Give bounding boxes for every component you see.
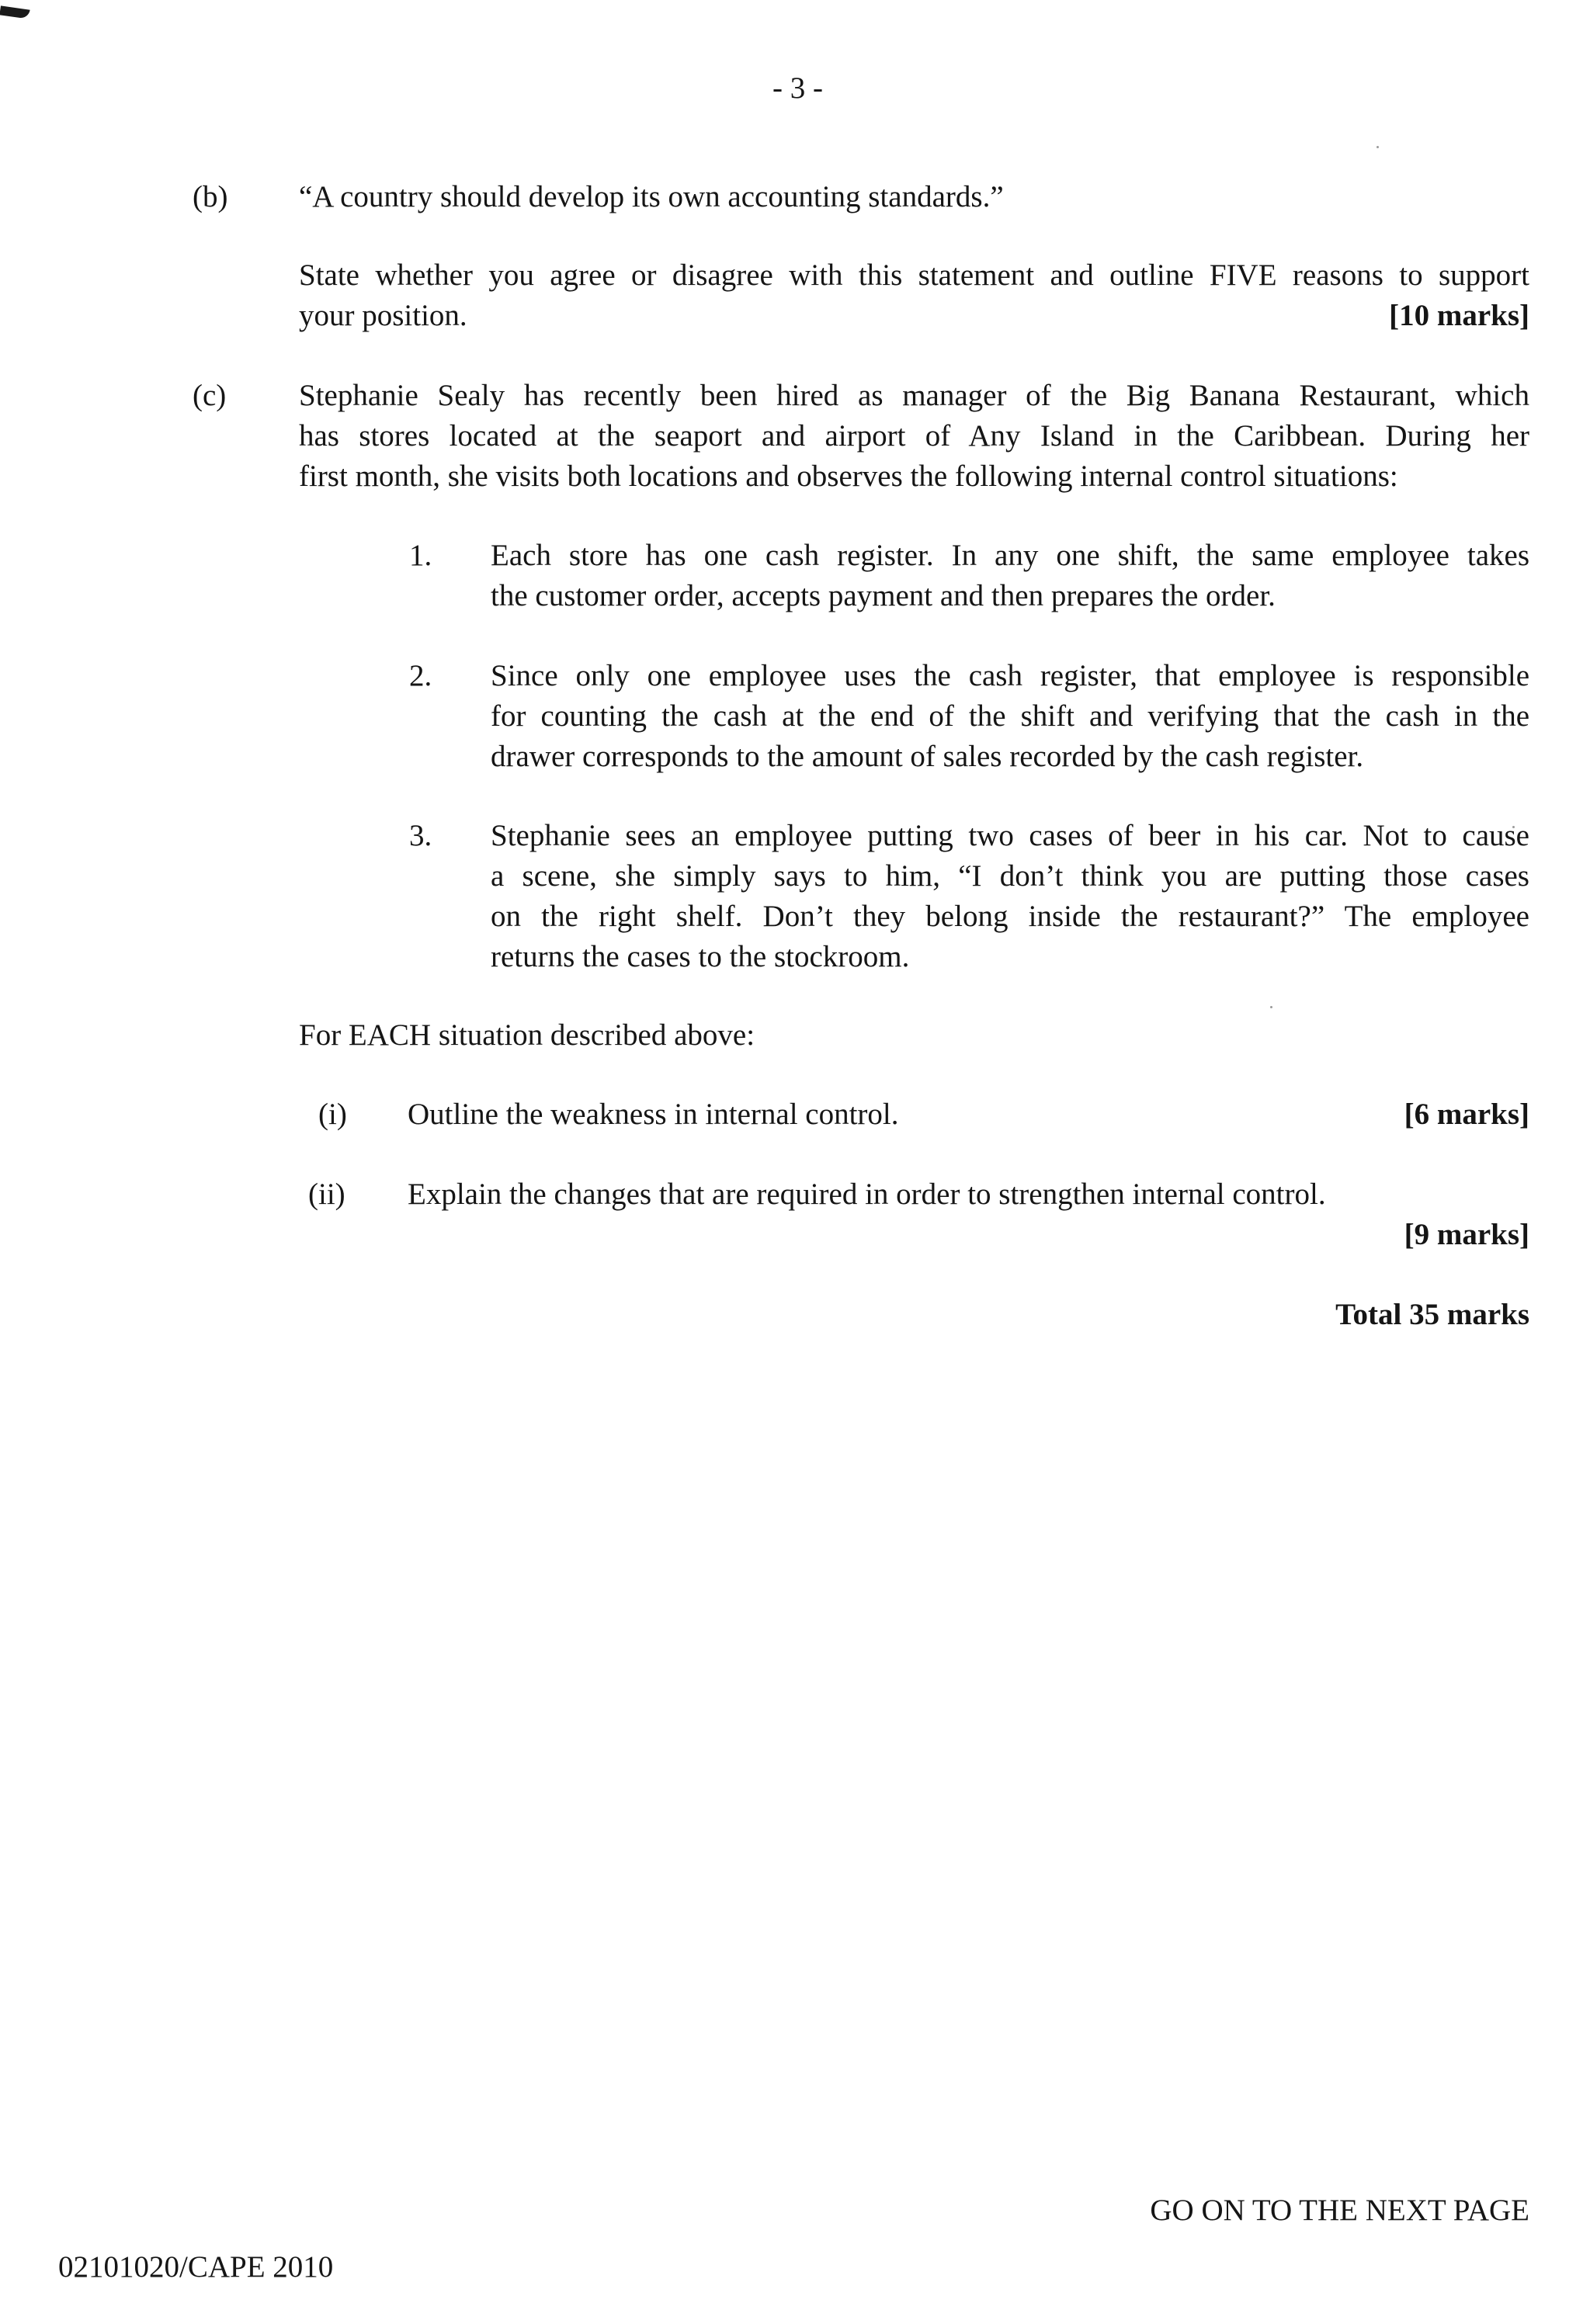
situation-line: a scene, she simply says to him, “I don’t think you are putting those cases [491,859,1529,893]
part-c-intro-line: has stores located at the seaport and airport of Any Island in the Caribbean. During her [299,419,1529,453]
part-c-intro-line: first month, she visits both locations and observes the following internal control situations: [299,460,1398,493]
go-on-notice: GO ON TO THE NEXT PAGE [1150,2194,1529,2227]
situation-2-number: 2. [409,659,432,692]
for-each-instruction: For EACH situation described above: [299,1018,755,1052]
situation-2-text [491,656,1529,777]
paper-code: 02101020/CAPE 2010 [58,2250,334,2284]
part-b-label: (b) [193,180,228,213]
situation-line: drawer corresponds to the amount of sales recorded by the cash register. [491,740,1364,773]
part-b-instruction-last-line [299,296,1529,336]
task-i-marks: [6 marks] [1404,1098,1529,1131]
page-number: - 3 - [772,71,823,105]
task-ii-label: (ii) [308,1178,345,1211]
part-c-intro [299,376,1529,497]
task-ii-text: Explain the changes that are required in order to strengthen internal control. [408,1178,1326,1211]
part-b-instruction-line: State whether you agree or disagree with this statement and outline FIVE reasons to support [299,258,1529,292]
task-ii-marks: [9 marks] [1404,1218,1529,1251]
situation-3-number: 3. [409,819,432,852]
situation-line: on the right shelf. Don’t they belong inside the restaurant?” The employee [491,900,1529,933]
total-marks: Total 35 marks [1335,1298,1529,1331]
part-b-marks: [10 marks] [1389,299,1529,332]
scan-corner-mark [0,5,30,19]
situation-line: Stephanie sees an employee putting two cases of beer in his car. Not to cause [491,819,1529,852]
situation-1-number: 1. [409,539,432,572]
situation-line: Each store has one cash register. In any one shift, the same employee takes [491,539,1529,572]
situation-1-text [491,536,1529,616]
situation-line: for counting the cash at the end of the shift and verifying that the cash in the [491,699,1529,733]
situation-3-text [491,816,1529,977]
part-b-quote: “A country should develop its own accounting standards.” [299,180,1004,213]
scan-speck [1376,146,1379,148]
situation-line: the customer order, accepts payment and then prepares the order. [491,579,1276,612]
situation-line: Since only one employee uses the cash register, that employee is responsible [491,659,1529,692]
part-b-instruction [299,255,1529,336]
task-i-text: Outline the weakness in internal control. [408,1098,899,1131]
part-c-intro-line: Stephanie Sealy has recently been hired as manager of the Big Banana Restaurant, which [299,379,1529,412]
task-i-label: (i) [318,1098,347,1131]
situation-line: returns the cases to the stockroom. [491,940,910,973]
part-b-instruction-line: your position. [299,299,467,332]
scan-speck [1270,1006,1272,1008]
part-c-label: (c) [193,379,227,412]
